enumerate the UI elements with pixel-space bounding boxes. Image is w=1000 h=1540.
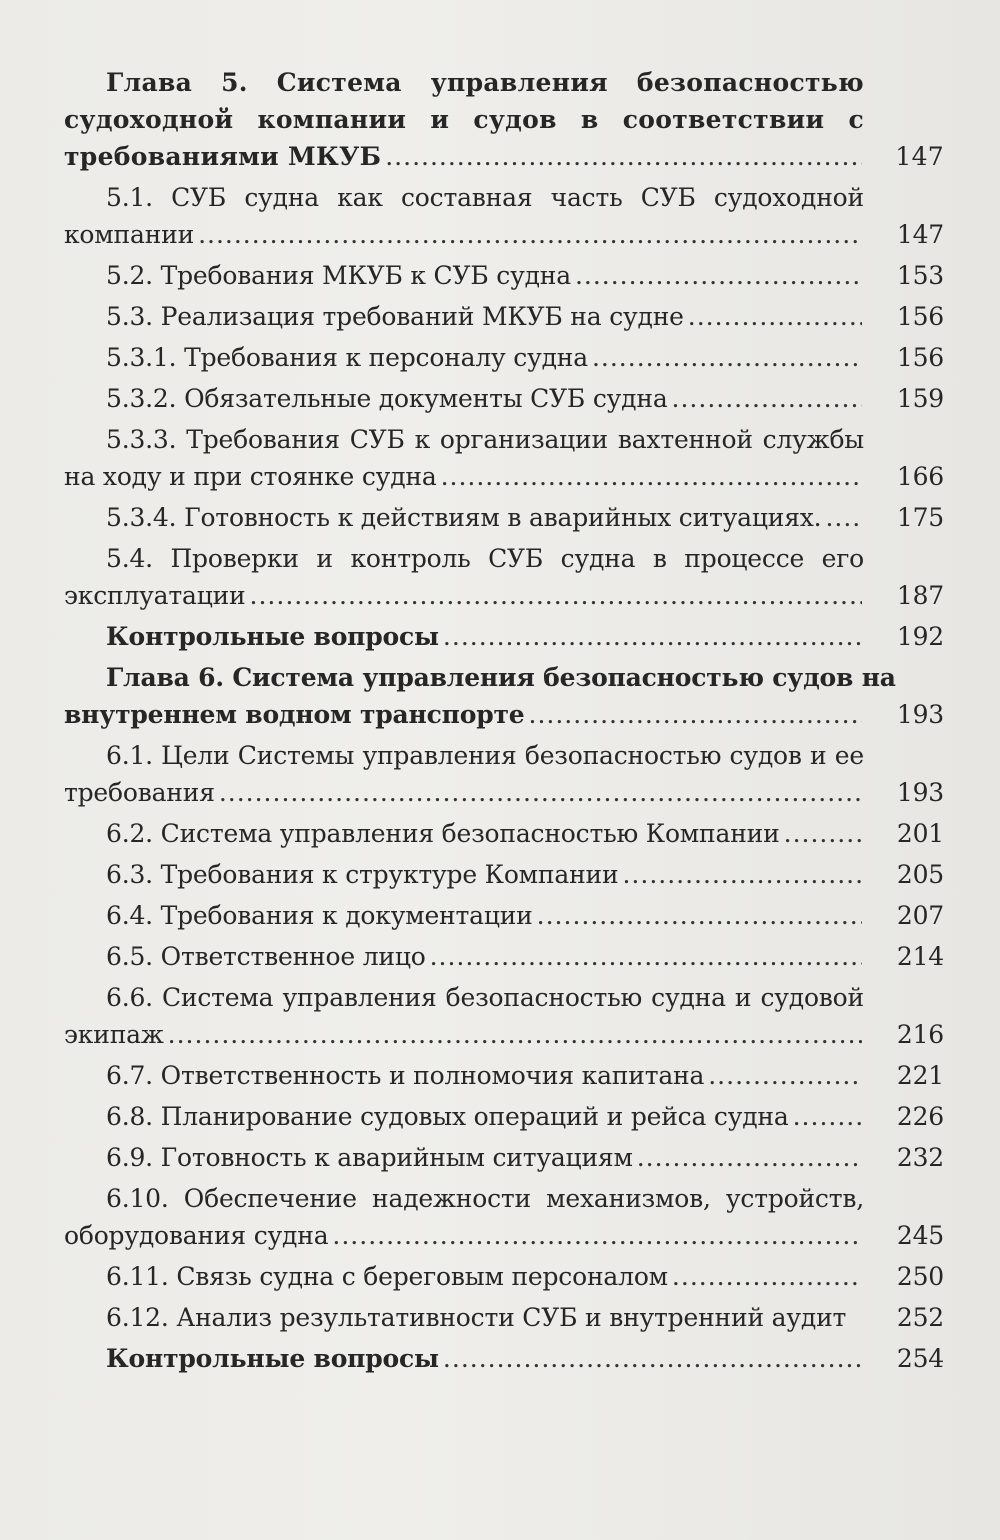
toc-section-entry <box>64 897 944 934</box>
toc-entry-title: требования <box>64 778 215 807</box>
dot-leader <box>622 856 862 893</box>
toc-section-entry <box>64 815 944 852</box>
dot-leader <box>529 696 862 733</box>
toc-entry-last-line <box>64 1057 944 1094</box>
dot-leader <box>430 938 862 975</box>
toc-entry-title: Контрольные вопросы <box>106 1344 439 1373</box>
entry-spacer <box>64 1377 944 1381</box>
toc-entry-title: 6.9. Готовность к аварийным ситуациям <box>106 1143 633 1172</box>
dot-leader <box>332 1217 862 1254</box>
toc-entry-title: эксплуатации <box>64 581 246 610</box>
toc-section-entry <box>64 179 944 253</box>
toc-entry-title-line: судоходной компании и судов в соответствии с <box>64 105 864 134</box>
toc-section-entry <box>64 1098 944 1135</box>
toc-entry-title: требованиями МКУБ <box>64 142 382 171</box>
toc-entry-last-line <box>64 897 944 934</box>
page-number: 226 <box>896 1102 944 1131</box>
dot-leader <box>672 1258 862 1295</box>
toc-entry-title: 6.8. Планирование судовых операций и рейса судна <box>106 1102 789 1131</box>
table-of-contents <box>64 64 944 1381</box>
toc-entry-last-line <box>64 298 944 335</box>
page-number: 221 <box>896 1061 944 1090</box>
toc-entry-title: 6.5. Ответственное лицо <box>106 942 426 971</box>
toc-section-entry <box>64 1258 944 1295</box>
toc-entry-title: 6.2. Система управления безопасностью Компании <box>106 819 780 848</box>
toc-entry-title-line: 5.4. Проверки и контроль СУБ судна в процессе его <box>106 544 864 573</box>
toc-section-entry <box>64 737 944 811</box>
toc-entry-last-line <box>64 216 944 253</box>
page-number: 216 <box>896 1020 944 1049</box>
toc-section-entry <box>64 1299 944 1336</box>
dot-leader <box>443 1340 862 1377</box>
toc-section-entry <box>64 339 944 376</box>
toc-section-entry <box>64 1057 944 1094</box>
page-number: 156 <box>896 343 944 372</box>
dot-leader <box>198 216 862 253</box>
page-number: 153 <box>896 261 944 290</box>
toc-section-entry <box>64 257 944 294</box>
toc-entry-last-line <box>64 1340 944 1377</box>
page-number: 187 <box>896 581 944 610</box>
dot-leader <box>168 1016 862 1053</box>
dot-leader <box>793 1098 862 1135</box>
page-number: 156 <box>896 302 944 331</box>
dot-leader <box>575 257 862 294</box>
page-number: 193 <box>896 700 944 729</box>
toc-entry-last-line <box>64 1098 944 1135</box>
toc-entry-title-line: 5.3.3. Требования СУБ к организации вахтенной службы <box>106 425 864 454</box>
toc-entry-title: 5.3.2. Обязательные документы СУБ судна <box>106 384 668 413</box>
dot-leader <box>592 339 862 376</box>
page-number: 245 <box>896 1221 944 1250</box>
page-number: 147 <box>895 142 944 171</box>
toc-entry-title-line: Глава 5. Система управления безопасностью <box>106 68 864 97</box>
toc-entry-title: на ходу и при стоянке судна <box>64 462 437 491</box>
toc-entry-last-line <box>64 339 944 376</box>
toc-section-entry <box>64 979 944 1053</box>
dot-leader <box>537 897 862 934</box>
toc-bold-entry <box>64 659 944 733</box>
toc-entry-title: 6.12. Анализ результативности СУБ и внутренний аудит <box>106 1303 847 1332</box>
toc-section-entry <box>64 938 944 975</box>
toc-entry-title: 5.3.1. Требования к персоналу судна <box>106 343 588 372</box>
page-number: 175 <box>896 503 944 532</box>
toc-section-entry <box>64 1180 944 1254</box>
dot-leader <box>250 577 862 614</box>
toc-chapter-entry <box>64 64 944 175</box>
toc-entry-last-line <box>64 138 944 175</box>
toc-entry-title-line: 6.1. Цели Системы управления безопасностью судов и ее <box>106 741 864 770</box>
toc-entry-title: внутреннем водном транспорте <box>64 700 525 729</box>
dot-leader <box>441 458 862 495</box>
page-number: 254 <box>896 1344 944 1373</box>
dot-leader <box>688 298 862 335</box>
toc-section-entry <box>64 298 944 335</box>
toc-entry-title: компании <box>64 220 195 249</box>
toc-entry-last-line <box>64 499 944 536</box>
dot-leader <box>385 138 862 175</box>
page-number: 252 <box>896 1303 944 1332</box>
toc-bold-entry <box>64 618 944 655</box>
toc-section-entry <box>64 421 944 495</box>
page-number: 147 <box>896 220 944 249</box>
toc-entry-last-line <box>64 1299 944 1336</box>
dot-leader <box>219 774 862 811</box>
toc-entry-last-line <box>64 257 944 294</box>
toc-entry-last-line <box>64 1217 944 1254</box>
dot-leader <box>784 815 862 852</box>
page-number: 193 <box>896 778 944 807</box>
toc-entry-last-line <box>64 774 944 811</box>
toc-entry-title: 5.3.4. Готовность к действиям в аварийных ситуациях. <box>106 503 822 532</box>
toc-entry-title: 6.3. Требования к структуре Компании <box>106 860 619 889</box>
toc-section-entry <box>64 380 944 417</box>
dot-leader <box>825 499 862 536</box>
toc-entry-last-line <box>64 1016 944 1053</box>
page-number: 192 <box>896 622 944 651</box>
toc-entry-title: 6.4. Требования к документации <box>106 901 533 930</box>
toc-entry-last-line <box>64 1258 944 1295</box>
page-number: 205 <box>896 860 944 889</box>
dot-leader <box>708 1057 862 1094</box>
toc-entry-last-line <box>64 618 944 655</box>
toc-entry-title: 5.2. Требования МКУБ к СУБ судна <box>106 261 571 290</box>
toc-entry-title: 6.7. Ответственность и полномочия капитана <box>106 1061 705 1090</box>
toc-entry-last-line <box>64 815 944 852</box>
toc-entry-title: оборудования судна <box>64 1221 329 1250</box>
dot-leader <box>672 380 862 417</box>
toc-entry-last-line <box>64 856 944 893</box>
toc-entry-title-line: Глава 6. Система управления безопасностью судов на <box>106 663 896 692</box>
dot-leader <box>443 618 862 655</box>
page-number: 201 <box>896 819 944 848</box>
toc-entry-title: 6.11. Связь судна с береговым персоналом <box>106 1262 668 1291</box>
toc-section-entry <box>64 856 944 893</box>
toc-section-entry <box>64 1139 944 1176</box>
toc-entry-last-line <box>64 380 944 417</box>
toc-entry-last-line <box>64 458 944 495</box>
toc-entry-last-line <box>64 938 944 975</box>
page-number: 159 <box>896 384 944 413</box>
toc-entry-last-line <box>64 577 944 614</box>
toc-bold-entry <box>64 1340 944 1377</box>
page-number: 166 <box>896 462 944 491</box>
toc-entry-title-line: 6.10. Обеспечение надежности механизмов, устройств, <box>106 1184 864 1213</box>
toc-entry-title-line: 6.6. Система управления безопасностью судна и судовой <box>106 983 864 1012</box>
page-number: 232 <box>896 1143 944 1172</box>
toc-entry-title: экипаж <box>64 1020 164 1049</box>
toc-entry-title-line: 5.1. СУБ судна как составная часть СУБ судоходной <box>106 183 864 212</box>
page-number: 250 <box>896 1262 944 1291</box>
toc-entry-last-line <box>64 1139 944 1176</box>
toc-entry-title: Контрольные вопросы <box>106 622 439 651</box>
page-number: 207 <box>896 901 944 930</box>
toc-section-entry <box>64 540 944 614</box>
toc-entry-title: 5.3. Реализация требований МКУБ на судне <box>106 302 684 331</box>
toc-section-entry <box>64 499 944 536</box>
toc-entry-last-line <box>64 696 944 733</box>
dot-leader <box>637 1139 862 1176</box>
page-number: 214 <box>896 942 944 971</box>
